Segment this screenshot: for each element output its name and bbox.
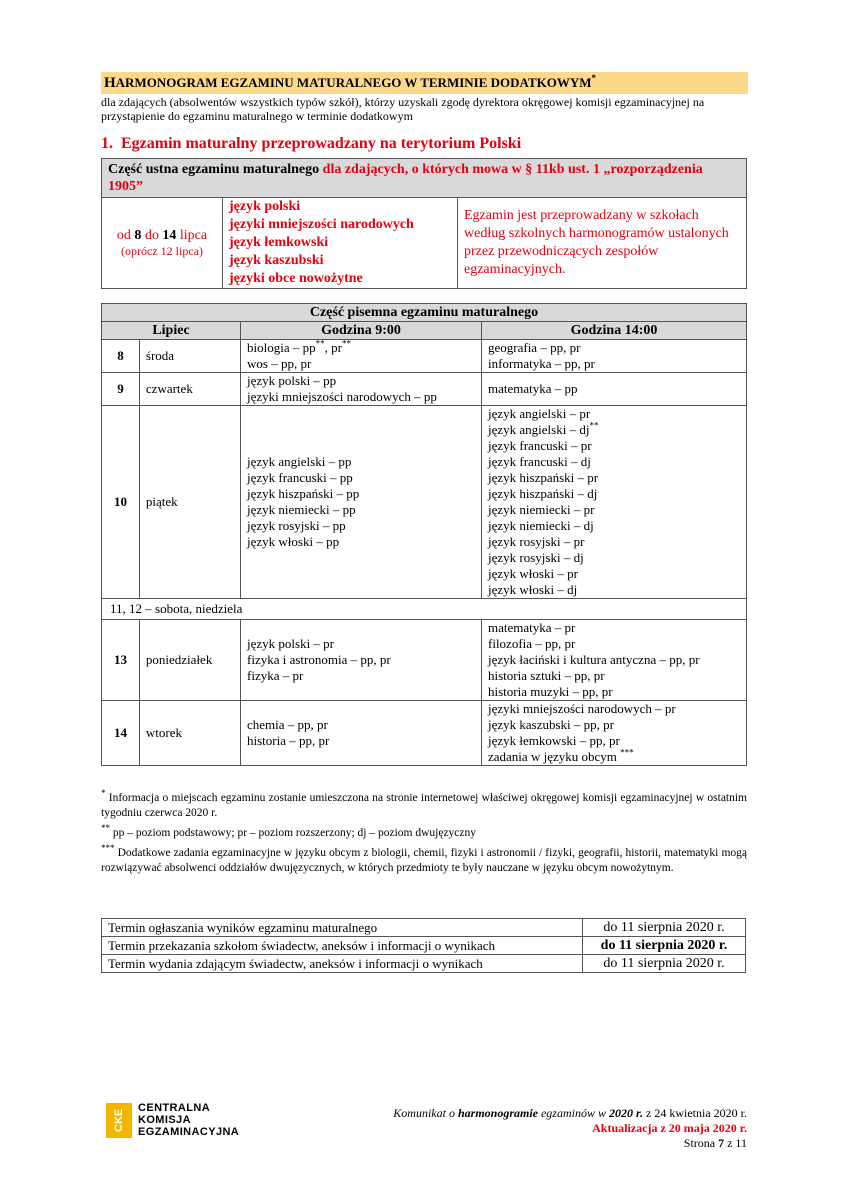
afternoon-subjects (482, 620, 747, 701)
result-label: Termin przekazania szkołom świadectw, aneksów i informacji o wynikach (102, 937, 583, 955)
subject-line: język łemkowski – pp, pr (488, 733, 620, 748)
afternoon-subjects (482, 340, 747, 373)
day-name: wtorek (139, 701, 240, 766)
table-row (102, 620, 747, 701)
subject-line: geografia – pp, pr (488, 340, 581, 355)
oral-exam-subjects (223, 198, 458, 289)
table-row (102, 919, 746, 937)
result-date: do 11 sierpnia 2020 r. (583, 955, 746, 973)
subject-line: język hiszpański – dj (488, 486, 598, 501)
subject-line: języki mniejszości narodowych – pr (488, 701, 676, 716)
footnote: ** pp – poziom podstawowy; pr – poziom rozszerzony; dj – poziom dwujęzyczny (101, 823, 477, 839)
result-label: Termin wydania zdającym świadectw, aneksów i informacji o wynikach (102, 955, 583, 973)
subject-line: język niemiecki – dj (488, 518, 594, 533)
subject-line: język rosyjski – dj (488, 550, 584, 565)
table-row (102, 937, 746, 955)
subject-line: język niemiecki – pp (247, 502, 356, 517)
subject-line: języki mniejszości narodowych – pp (247, 389, 437, 404)
morning-subjects (241, 340, 482, 373)
oral-subject-item: język polski (229, 199, 301, 214)
table-row (102, 340, 747, 373)
afternoon-subjects (482, 701, 747, 766)
subject-line: język hiszpański – pr (488, 470, 599, 485)
subject-line: język hiszpański – pp (247, 486, 360, 501)
subject-line: wos – pp, pr (247, 356, 312, 371)
oral-subject-item: języki obce nowożytne (229, 271, 363, 286)
written-exam-table (101, 303, 747, 766)
table-row (102, 373, 747, 406)
subject-line: zadania w języku obcym *** (488, 747, 634, 764)
morning-subjects (241, 620, 482, 701)
subject-line: język rosyjski – pp (247, 518, 346, 533)
subject-line: filozofia – pp, pr (488, 636, 576, 651)
result-label: Termin ogłaszania wyników egzaminu maturalnego (102, 919, 583, 937)
day-name: czwartek (139, 373, 240, 406)
subject-line: język polski – pp (247, 373, 337, 388)
results-dates-table (101, 918, 746, 973)
day-name: poniedziałek (139, 620, 240, 701)
oral-exam-note: Egzamin jest przeprowadzany w szkołach według szkolnych harmonogramów ustalonych przez przewodniczących zespołów egzaminacyjnych. (458, 198, 747, 289)
table-row (102, 406, 747, 599)
subject-line: matematyka – pp (488, 381, 578, 396)
cke-logo (106, 1101, 246, 1139)
column-header-morning: Godzina 9:00 (241, 322, 482, 340)
table-row (102, 701, 747, 766)
subject-line: język niemiecki – pr (488, 502, 595, 517)
subject-line: język angielski – pr (488, 406, 591, 421)
subject-line: język kaszubski – pp, pr (488, 717, 615, 732)
subject-line: fizyka i astronomia – pp, pr (247, 652, 391, 667)
footnote: *** Dodatkowe zadania egzaminacyjne w języku obcym z biologii, chemii, fizyki i astronomii / fizyki, geografii, historii, matematyki mogą rozwiązywać absolwenci oddziałów dwujęzycznych, w których przedmioty te były nauczane w języku obcym nowożytnym. (101, 843, 748, 874)
footer-page-number: Strona 7 z 11 (683, 1136, 747, 1150)
subject-line: język angielski – dj** (488, 420, 599, 437)
subject-line: chemia – pp, pr (247, 717, 328, 732)
subject-line: język włoski – pr (488, 566, 578, 581)
result-date: do 11 sierpnia 2020 r. (583, 919, 746, 937)
cke-logo-text: CENTRALNA KOMISJA EGZAMINACYJNA (138, 1102, 240, 1138)
footer-document-ref: Komunikat o harmonogramie egzaminów w 2020 r. z 24 kwietnia 2020 r. (393, 1106, 747, 1120)
subject-line: historia muzyki – pp, pr (488, 684, 613, 699)
result-date: do 11 sierpnia 2020 r. (583, 937, 746, 955)
footnote: * Informacja o miejscach egzaminu zostanie umieszczona na stronie internetowej właściwej okręgowej komisji egzaminacyjnej w ostatnim tygodniu czerwca 2020 r. (101, 788, 748, 819)
weekend-row: 11, 12 – sobota, niedziela (102, 599, 747, 620)
day-name: piątek (139, 406, 240, 599)
day-number: 10 (102, 406, 140, 599)
column-header-afternoon: Godzina 14:00 (482, 322, 747, 340)
oral-exam-dates: od 8 do 14 lipca (oprócz 12 lipca) (102, 198, 223, 289)
subject-line: język francuski – pr (488, 438, 592, 453)
subject-line: fizyka – pr (247, 668, 304, 683)
page-footer (393, 1106, 747, 1151)
morning-subjects (241, 373, 482, 406)
day-number: 9 (102, 373, 140, 406)
afternoon-subjects (482, 406, 747, 599)
morning-subjects (241, 701, 482, 766)
subject-line: matematyka – pr (488, 620, 576, 635)
oral-subject-item: język kaszubski (229, 253, 324, 268)
subject-line: język włoski – dj (488, 582, 578, 597)
page-subtitle: dla zdających (absolwentów wszystkich typów szkół), którzy uzyskali zgodę dyrektora okręgowej komisji egzaminacyjnej na przystąpienie do egzaminu maturalnego w terminie dodatkowym (101, 95, 705, 123)
column-header-month: Lipiec (102, 322, 241, 340)
subject-line: język rosyjski – pr (488, 534, 585, 549)
day-number: 8 (102, 340, 140, 373)
subject-line: język francuski – pp (247, 470, 353, 485)
subject-line: biologia – pp**, pr** (247, 338, 351, 355)
subject-line: język włoski – pp (247, 534, 340, 549)
written-exam-title: Część pisemna egzaminu maturalnego (102, 304, 747, 322)
page-title: HARMONOGRAM EGZAMINU MATURALNEGO W TERMINIE DODATKOWYM* (101, 72, 748, 94)
footer-update: Aktualizacja z 20 maja 2020 r. (592, 1121, 747, 1135)
subject-line: język angielski – pp (247, 454, 352, 469)
subject-line: język łaciński i kultura antyczna – pp, pr (488, 652, 700, 667)
oral-exam-header: Część ustna egzaminu maturalnego dla zdających, o których mowa w § 11kb ust. 1 „rozporządzenia 1905” (102, 159, 747, 198)
day-number: 14 (102, 701, 140, 766)
cke-logo-mark: CKE (106, 1103, 132, 1138)
subject-line: język francuski – dj (488, 454, 591, 469)
oral-exam-table (101, 158, 747, 289)
table-row (102, 599, 747, 620)
subject-line: historia sztuki – pp, pr (488, 668, 605, 683)
oral-subject-item: język łemkowski (229, 235, 329, 250)
subject-line: język polski – pr (247, 636, 335, 651)
subject-line: historia – pp, pr (247, 733, 330, 748)
section-heading: 1. Egzamin maturalny przeprowadzany na terytorium Polski (101, 135, 522, 152)
oral-subject-item: języki mniejszości narodowych (229, 217, 414, 232)
day-name: środa (139, 340, 240, 373)
day-number: 13 (102, 620, 140, 701)
afternoon-subjects (482, 373, 747, 406)
subject-line: informatyka – pp, pr (488, 356, 595, 371)
morning-subjects (241, 406, 482, 599)
table-row (102, 955, 746, 973)
